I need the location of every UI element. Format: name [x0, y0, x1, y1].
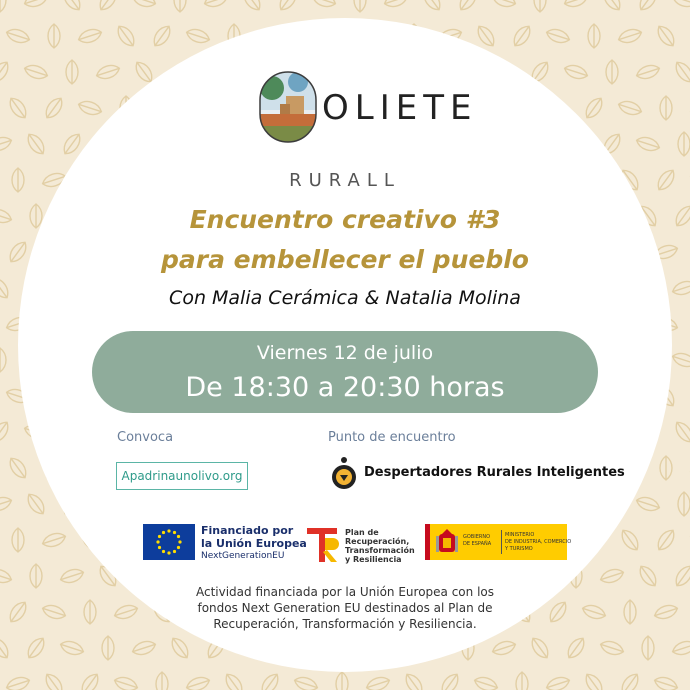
event-time: De 18:30 a 20:30 horas	[185, 372, 505, 403]
leaf-pattern-shape	[672, 59, 690, 85]
leaf-pattern-shape	[5, 27, 32, 46]
leaf-pattern-shape	[174, 0, 186, 12]
eu-text-line3: NextGenerationEU	[201, 551, 285, 561]
leaf-pattern-shape	[0, 635, 12, 661]
leaf-pattern-shape	[0, 0, 6, 12]
leaf-pattern-shape	[545, 27, 572, 46]
leaf-pattern-shape	[42, 671, 66, 690]
leaf-pattern-shape	[618, 527, 642, 553]
leaf-pattern-shape	[5, 675, 32, 690]
leaf-pattern-shape	[600, 0, 624, 13]
leaf-pattern-shape	[276, 0, 300, 13]
leaf-pattern-shape	[0, 495, 13, 514]
leaf-pattern-shape	[660, 456, 672, 480]
leaf-pattern-shape	[24, 491, 48, 517]
leaf-pattern-shape	[510, 23, 534, 49]
leaf-pattern-shape	[564, 635, 588, 661]
event-date: Viernes 12 de julio	[256, 342, 434, 364]
leaf-pattern-shape	[635, 135, 662, 154]
leaf-pattern-shape	[635, 495, 662, 514]
leaf-pattern-shape	[654, 527, 678, 553]
ministry-text-1: MINISTERIO	[505, 532, 535, 538]
leaf-pattern-shape	[336, 672, 348, 690]
leaf-pattern-shape	[354, 0, 366, 12]
leaf-pattern-shape	[672, 419, 690, 445]
leaf-pattern-shape	[6, 455, 30, 481]
leaf-pattern-shape	[59, 567, 86, 586]
leaf-pattern-shape	[402, 671, 426, 690]
leaf-pattern-shape	[0, 567, 13, 586]
gov-text-2: DE ESPAÑA	[463, 541, 492, 547]
leaf-pattern-shape	[311, 0, 338, 9]
leaf-pattern-shape	[102, 636, 114, 660]
leaf-pattern-shape	[534, 0, 546, 12]
leaf-pattern-shape	[185, 675, 212, 690]
leaf-pattern-shape	[642, 636, 654, 660]
leaf-pattern-shape	[222, 671, 246, 690]
leaf-pattern-shape	[671, 0, 690, 9]
leaf-pattern-shape	[12, 528, 24, 552]
date-time-banner	[92, 331, 598, 413]
leaf-pattern-shape	[473, 675, 500, 690]
leaf-pattern-shape	[0, 59, 12, 85]
leaf-pattern-shape	[636, 0, 660, 13]
oliete-logo-icon	[258, 70, 318, 144]
leaf-pattern-shape	[491, 0, 518, 9]
recovery-plan-icon	[305, 524, 341, 564]
leaf-pattern-shape	[156, 672, 168, 690]
leaf-pattern-shape	[41, 531, 68, 550]
coat-of-arms-icon	[434, 528, 460, 556]
leaf-pattern-shape	[96, 0, 120, 13]
leaf-pattern-shape	[383, 0, 410, 9]
leaf-pattern-shape	[365, 675, 392, 690]
leaf-pattern-shape	[6, 95, 30, 121]
leaf-pattern-shape	[23, 0, 50, 9]
footer-line1: Actividad financiada por la Unión Europea con los	[195, 585, 494, 599]
leaf-pattern-shape	[114, 23, 138, 49]
leaf-pattern-shape	[588, 24, 600, 48]
leaf-pattern-shape	[0, 419, 12, 445]
leaf-pattern-shape	[24, 131, 48, 157]
leaf-pattern-shape	[203, 0, 230, 9]
leaf-pattern-shape	[563, 63, 590, 82]
leaf-pattern-shape	[599, 567, 626, 586]
gov-text-1: GOBIERNO	[463, 534, 491, 540]
leaf-pattern-shape	[528, 635, 552, 661]
leaf-pattern-shape	[516, 672, 528, 690]
leaf-pattern-shape	[660, 96, 672, 120]
leaf-pattern-shape	[113, 675, 140, 690]
leaf-pattern-shape	[671, 639, 690, 658]
leaf-pattern-shape	[258, 671, 282, 690]
despertadores-logo-icon	[330, 455, 358, 493]
footer-line3: Recuperación, Transformación y Resiliencia.	[213, 617, 477, 631]
recovery-plan-text-4: y Resiliencia	[345, 555, 402, 564]
leaf-pattern-shape	[77, 27, 104, 46]
leaf-pattern-shape	[678, 132, 690, 156]
meeting-point-label: Punto de encuentro	[328, 430, 456, 445]
leaf-pattern-shape	[582, 671, 606, 690]
eu-funding-logo	[143, 524, 307, 562]
leaf-pattern-shape	[456, 0, 480, 13]
leaf-pattern-shape	[678, 492, 690, 516]
leaf-pattern-shape	[618, 671, 642, 690]
spanish-government-logo	[425, 524, 572, 560]
leaf-pattern-shape	[420, 0, 444, 13]
recovery-plan-text-3: Transformación	[345, 546, 415, 555]
leaf-pattern-shape	[150, 23, 174, 49]
meeting-point-name: Despertadores Rurales Inteligentes	[364, 465, 625, 480]
footer-line2: fondos Next Generation EU destinados al Plan de	[197, 601, 493, 615]
recovery-plan-text-2: Recuperación,	[345, 537, 410, 546]
ministry-text-3: Y TURISMO	[505, 546, 533, 552]
eu-text-line1: Financiado por	[201, 524, 294, 537]
leaf-pattern-shape	[131, 0, 158, 9]
leaf-pattern-shape	[168, 635, 192, 661]
leaf-pattern-shape	[545, 675, 572, 690]
eu-text-line2: la Unión Europea	[201, 537, 307, 550]
leaf-pattern-shape	[293, 675, 320, 690]
event-title-line2: para embellecer el pueblo	[161, 245, 529, 274]
leaf-pattern-shape	[78, 671, 102, 690]
leaf-pattern-shape	[654, 23, 678, 49]
recovery-plan-text-1: Plan de	[345, 528, 379, 537]
leaf-pattern-shape	[240, 0, 264, 13]
leaf-pattern-shape	[66, 60, 78, 84]
leaf-pattern-shape	[563, 0, 590, 9]
leaf-pattern-shape	[635, 63, 662, 82]
recovery-plan-logo	[305, 524, 415, 564]
brand-subtitle: RURALL	[289, 170, 401, 191]
leaf-pattern-shape	[438, 671, 462, 690]
convoca-label: Convoca	[117, 430, 174, 445]
leaf-pattern-shape	[617, 27, 644, 46]
event-hosts: Con Malia Cerámica & Natalia Molina	[169, 287, 521, 309]
brand-name: OLIETE	[322, 88, 478, 128]
leaf-pattern-shape	[42, 95, 66, 121]
leaf-pattern-shape	[185, 27, 212, 46]
leaf-pattern-shape	[582, 95, 606, 121]
apadrina-logo-link[interactable]: Apadrinaunolivo.org	[116, 462, 248, 490]
leaf-pattern-shape	[95, 63, 122, 82]
leaf-pattern-shape	[671, 351, 690, 370]
leaf-pattern-shape	[77, 99, 104, 118]
leaf-pattern-shape	[23, 63, 50, 82]
leaf-pattern-shape	[24, 635, 48, 661]
leaf-pattern-shape	[131, 639, 158, 658]
leaf-pattern-shape	[0, 135, 13, 154]
leaf-pattern-shape	[606, 60, 618, 84]
leaf-pattern-shape	[599, 639, 626, 658]
leaf-pattern-shape	[491, 639, 518, 658]
leaf-pattern-shape	[617, 99, 644, 118]
leaf-pattern-shape	[48, 24, 60, 48]
leaf-pattern-shape	[60, 0, 84, 13]
eu-flag-icon	[143, 524, 195, 560]
leaf-pattern-shape	[0, 348, 6, 372]
event-title-line1: Encuentro creativo #3	[189, 205, 501, 234]
leaf-pattern-shape	[653, 675, 680, 690]
leaf-pattern-shape	[59, 639, 86, 658]
ministry-text-2: DE INDUSTRIA, COMERCIO	[505, 539, 572, 545]
